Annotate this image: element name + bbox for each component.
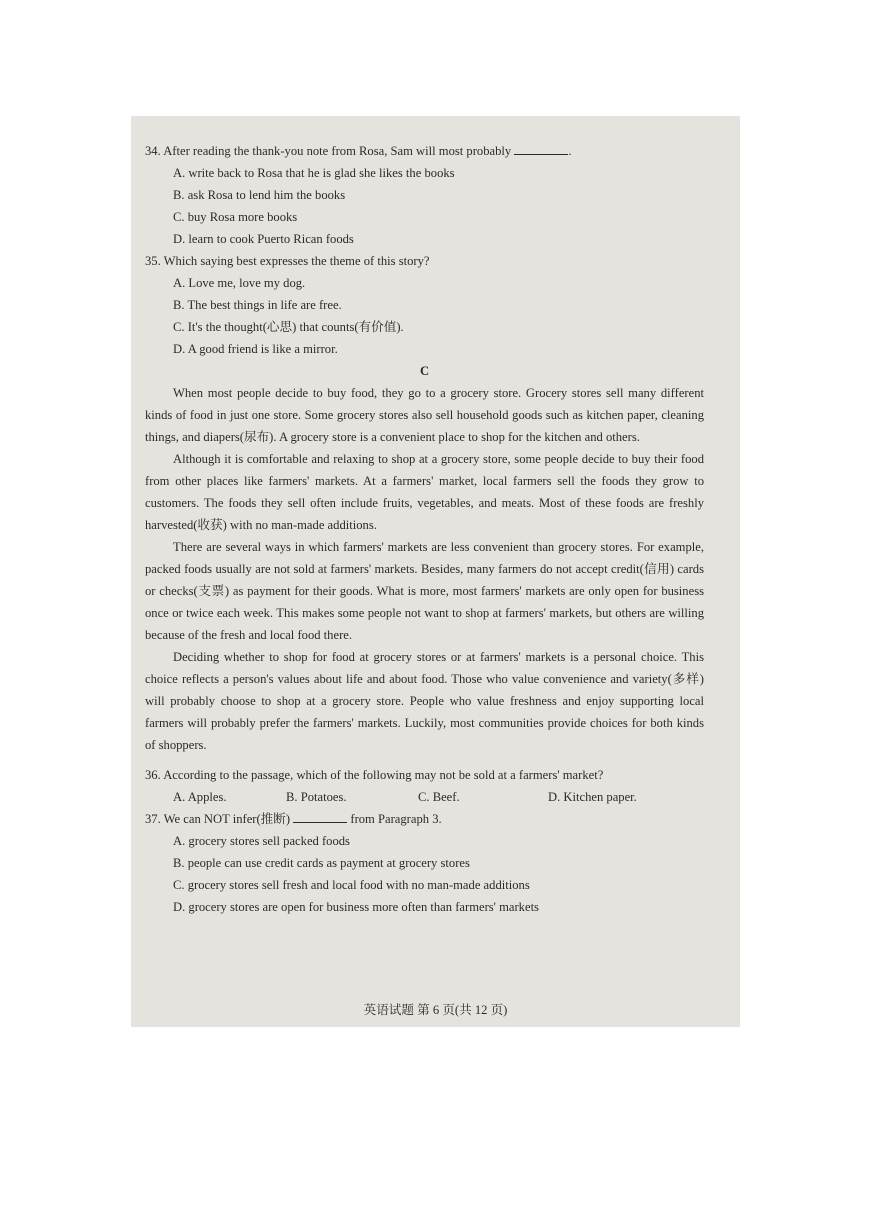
option-35d: D. A good friend is like a mirror. [173,342,338,356]
question-36: 36. According to the passage, which of the following may not be sold at a farmers' market? [145,768,604,782]
question-34 [145,140,704,162]
option-36b: B. Potatoes. [286,790,347,804]
passage-paragraph-1: When most people decide to buy food, they go to a grocery store. Grocery stores sell many different kinds of food in just one store. Some grocery stores also sell household goods such as kitchen paper, cleaning things, and diapers(尿布). A grocery store is a convenient place to shop for the kitchen and others. [145,386,704,444]
answer-blank [514,142,568,155]
question-37-stem-end: from Paragraph 3. [350,812,442,826]
question-37-stem-start: 37. We can NOT infer(推断) [145,812,291,826]
question-34-stem: 34. After reading the thank-you note from Rosa, Sam will most probably [145,144,512,158]
question-37 [145,808,704,830]
option-35c: C. It's the thought(心思) that counts(有价值). [173,320,404,334]
passage-paragraph-3: There are several ways in which farmers' markets are less convenient than grocery stores. For example, packed foods usually are not sold at farmers' markets. Besides, many farmers do not accept credit(信用) cards or checks(支票) as payment for their goods. What is more, most farmers' markets are only open for business once or twice each week. This makes some people not want to shop at farmers' markets, but others are willing because of the fresh and local food there. [145,540,704,642]
option-37d: D. grocery stores are open for business more often than farmers' markets [173,900,539,914]
option-34a: A. write back to Rosa that he is glad she likes the books [173,166,455,180]
page-footer: 英语试题 第 6 页(共 12 页) [363,1003,508,1017]
option-37a: A. grocery stores sell packed foods [173,834,350,848]
section-c-heading: C [419,364,430,378]
passage-paragraph-4: Deciding whether to shop for food at grocery stores or at farmers' markets is a personal choice. This choice reflects a person's values about life and about food. Those who value convenience and variety(多样) will probably choose to shop at a grocery store. People who value freshness and enjoy supporting local farmers will probably prefer the farmers' markets. Luckily, most communities provide choices for both kinds of shoppers. [145,650,704,752]
option-34d: D. learn to cook Puerto Rican foods [173,232,354,246]
option-34b: B. ask Rosa to lend him the books [173,188,346,202]
option-37c: C. grocery stores sell fresh and local food with no man-made additions [173,878,530,892]
question-35: 35. Which saying best expresses the theme of this story? [145,254,430,268]
answer-blank [293,810,347,823]
option-36d: D. Kitchen paper. [548,790,637,804]
exam-page-photo [131,116,740,1027]
option-35a: A. Love me, love my dog. [173,276,306,290]
option-35b: B. The best things in life are free. [173,298,342,312]
option-37b: B. people can use credit cards as payment at grocery stores [173,856,470,870]
option-34c: C. buy Rosa more books [173,210,298,224]
question-34-end: . [568,144,572,158]
passage-paragraph-2: Although it is comfortable and relaxing to shop at a grocery store, some people decide to buy their food from other places like farmers' markets. At a farmers' market, local farmers sell the foods they grow to customers. The foods they sell often include fruits, vegetables, and meats. Most of these foods are freshly harvested(收获) with no man-made additions. [145,452,704,532]
question-36-options [145,786,704,808]
option-36c: C. Beef. [418,790,460,804]
option-36a: A. Apples. [173,790,227,804]
